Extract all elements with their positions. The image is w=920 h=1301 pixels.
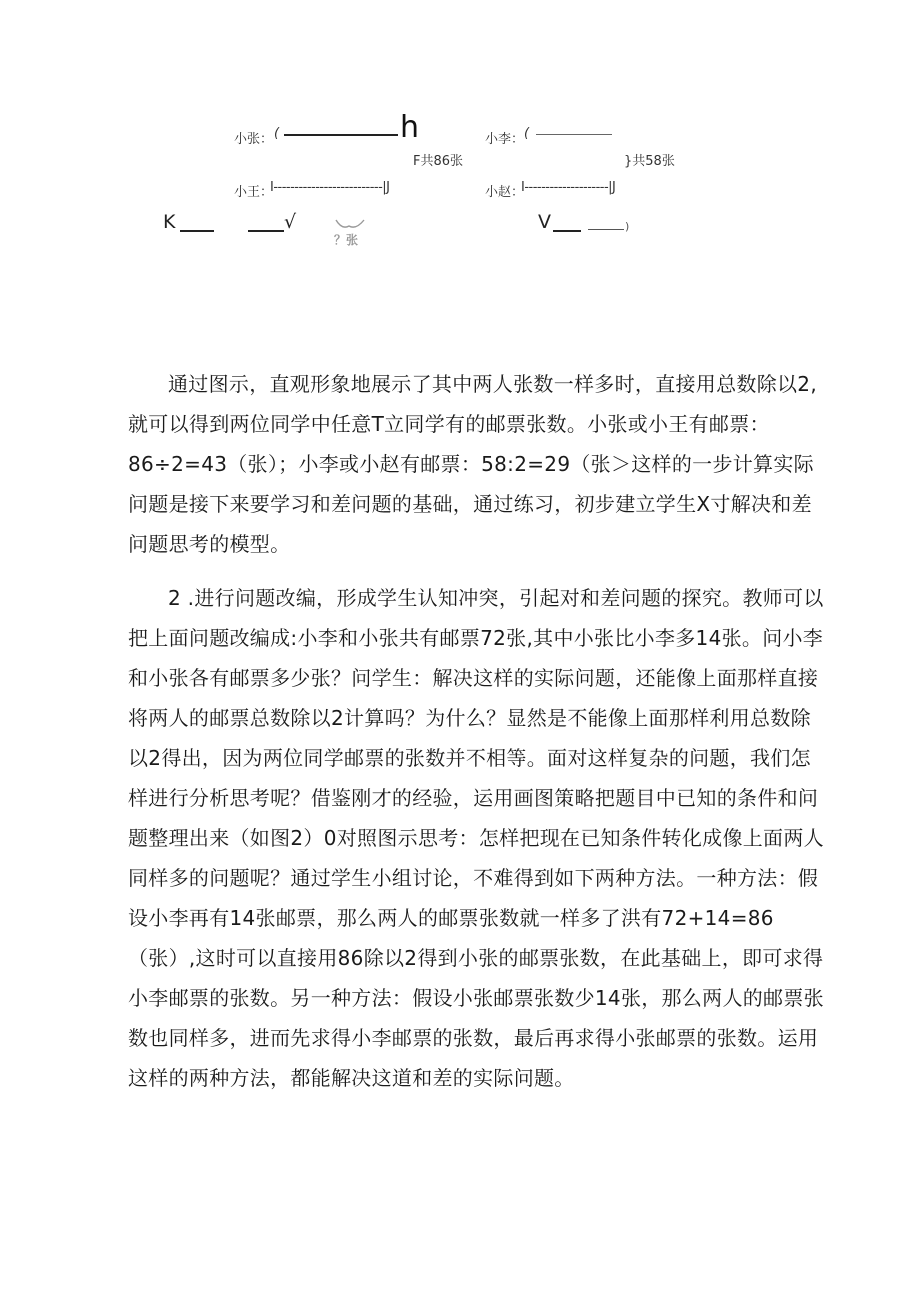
underline-right-2	[588, 229, 624, 230]
question-label: ？张	[334, 233, 359, 247]
zhang-bar	[284, 134, 398, 136]
h-mark: h	[400, 110, 420, 145]
li-bar	[536, 134, 612, 135]
figure-diagram	[0, 0, 920, 300]
paragraph-1	[128, 364, 828, 564]
left-total-label: F共86张	[413, 154, 464, 169]
brace-icon	[334, 218, 366, 232]
paragraph-1-text: 通过图示，直观形象地展示了其中两人张数一样多时，直接用总数除以2,就可以得到两位同学中任意T立同学有的邮票张数。小张或小王有邮票：86÷2=43（张）；小李或小赵有邮票：58:2=29（张＞这样的一步计算实际问题是接下来要学习和差问题的基础，通过练习，初步建立学生X寸解决和差问题思考的模型。	[128, 372, 817, 556]
k-mark: K	[163, 211, 176, 233]
v-mark: V	[538, 211, 551, 233]
wang-label: 小王：	[234, 185, 274, 200]
zhao-bar: I--------------------|J	[521, 180, 616, 195]
check-mark: √	[284, 211, 297, 233]
paren-mark: )	[625, 220, 630, 233]
bracket-mark: (	[274, 126, 280, 141]
paragraph-2	[128, 578, 828, 1098]
zhang-label: 小张：	[234, 132, 274, 147]
underline-left-1	[180, 230, 214, 232]
wang-bar: I--------------------------|J	[270, 180, 390, 195]
paragraph-2-text: 2 .进行问题改编，形成学生认知冲突，引起对和差问题的探究。教师可以把上面问题改编成:小李和小张共有邮票72张,其中小张比小李多14张。问小李和小张各有邮票多少张？问学生：解决这样的实际问题，还能像上面那样直接将两人的邮票总数除以2计算吗？为什么？显然是不能像上面那样利用总数除以2得出，因为两位同学邮票的张数并不相等。面对这样复杂的问题，我们怎样进行分析思考呢？借鉴刚才的经验，运用画图策略把题目中已知的条件和问题整理出来（如图2）0对照图示思考：怎样把现在已知条件转化成像上面两人同样多的问题呢？通过学生小组讨论，不难得到如下两种方法。一种方法：假设小李再有14张邮票，那么两人的邮票张数就一样多了洪有72+14=86（张）,这时可以直接用86除以2得到小张的邮票张数，在此基础上，即可求得小李邮票的张数。另一种方法：假设小张邮票张数少14张，那么两人的邮票张数也同样多，进而先求得小李邮票的张数，最后再求得小张邮票的张数。运用这样的两种方法，都能解决这道和差的实际问题。	[128, 586, 824, 1090]
underline-right-1	[553, 230, 581, 232]
zhao-label: 小赵：	[485, 185, 525, 200]
bracket-mark-right: (	[524, 126, 530, 141]
li-label: 小李：	[485, 132, 525, 147]
underline-left-2	[248, 230, 284, 232]
right-total-label: }共58张	[624, 154, 675, 169]
